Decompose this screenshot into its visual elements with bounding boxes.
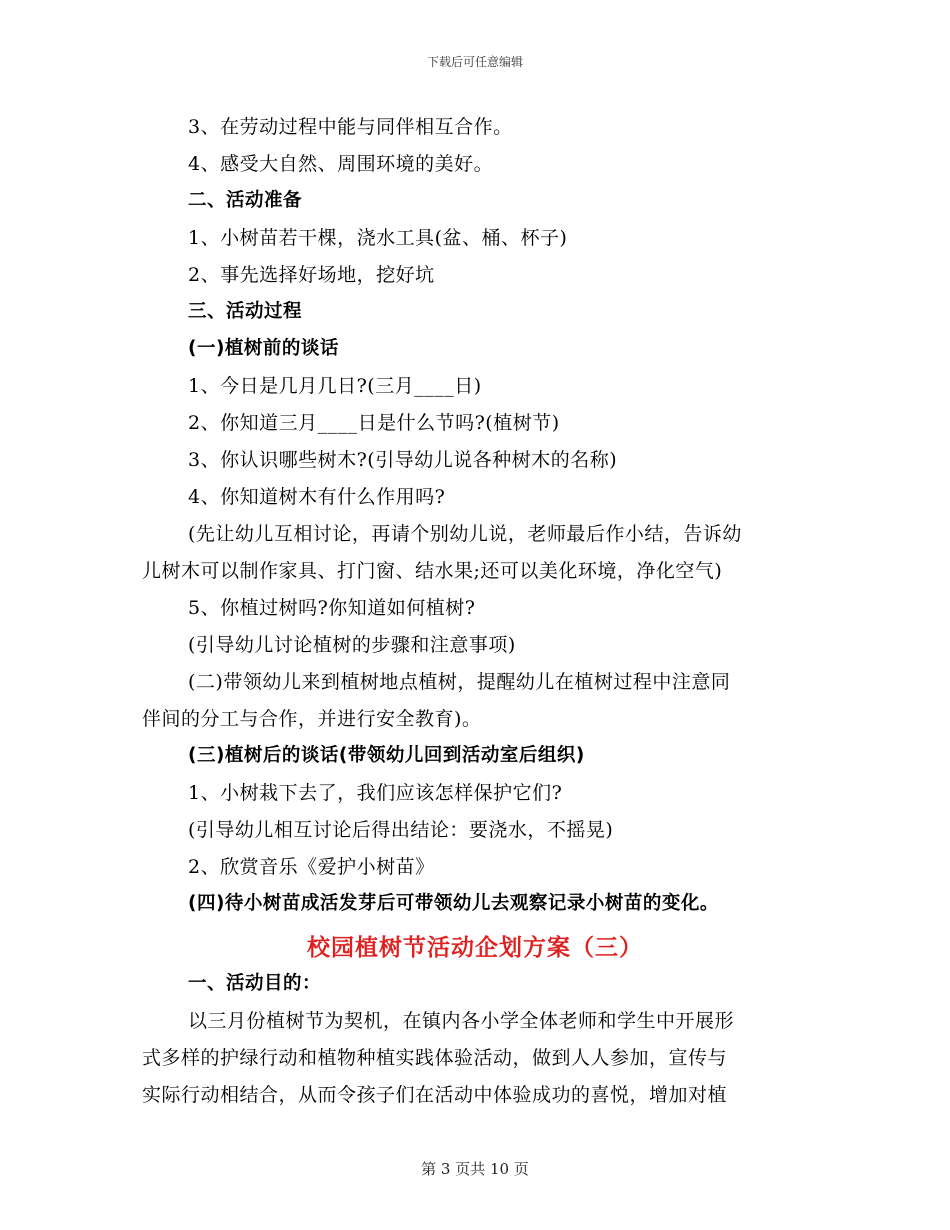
text-line: 4、你知道树木有什么作用吗? — [188, 486, 446, 508]
text-line: (二)带领幼儿来到植树地点植树，提醒幼儿在植树过程中注意同 — [188, 671, 731, 693]
text-line: (先让幼儿互相讨论，再请个别幼儿说，老师最后作小结，告诉幼 — [188, 523, 742, 545]
sub-heading: (四)待小树苗成活发芽后可带领幼儿去观察记录小树苗的变化。 — [188, 893, 719, 914]
text-line: (引导幼儿相互讨论后得出结论：要浇水，不摇晃) — [188, 819, 614, 841]
text-line: 3、在劳动过程中能与同伴相互合作。 — [188, 116, 513, 138]
sub-heading: (三)植树后的谈话(带领幼儿回到活动室后组织) — [188, 745, 585, 766]
text-line: 4、感受大自然、周围环境的美好。 — [188, 153, 494, 175]
text-line: (引导幼儿讨论植树的步骤和注意事项) — [188, 634, 516, 656]
text-line: 实际行动相结合，从而令孩子们在活动中体验成功的喜悦，增加对植 — [142, 1084, 728, 1106]
text-line: 以三月份植树节为契机，在镇内各小学全体老师和学生中开展形 — [188, 1010, 735, 1032]
text-line: 伴间的分工与合作，并进行安全教育)。 — [142, 708, 482, 730]
text-line: 式多样的护绿行动和植物种植实践体验活动，做到人人参加，宣传与 — [142, 1047, 728, 1069]
text-line: 儿树木可以制作家具、打门窗、结水果;还可以美化环境，净化空气) — [142, 560, 723, 582]
page-footer: 第 3 页共 10 页 — [421, 1160, 529, 1178]
text-line: 2、欣赏音乐《爱护小树苗》 — [188, 856, 435, 878]
text-line: 1、今日是几月几日?(三月____日) — [188, 375, 482, 397]
text-line: 3、你认识哪些树木?(引导幼儿说各种树木的名称) — [188, 449, 618, 471]
sub-heading: (一)植树前的谈话 — [188, 338, 339, 359]
text-line: 1、小树苗若干棵，浇水工具(盆、桶、杯子) — [188, 227, 568, 249]
text-line: 1、小树栽下去了，我们应该怎样保护它们? — [188, 782, 563, 804]
section-heading: 一、活动目的： — [188, 973, 322, 994]
section-heading: 二、活动准备 — [188, 190, 303, 211]
text-line: 2、事先选择好场地，挖好坑 — [188, 264, 435, 286]
text-line: 2、你知道三月____日是什么节吗?(植树节) — [188, 412, 560, 434]
text-line: 5、你植过树吗?你知道如何植树? — [188, 597, 476, 619]
page-header: 下载后可任意编辑 — [426, 55, 523, 69]
section-heading: 三、活动过程 — [188, 301, 303, 322]
section-title: 校园植树节活动企划方案（三） — [307, 935, 643, 961]
